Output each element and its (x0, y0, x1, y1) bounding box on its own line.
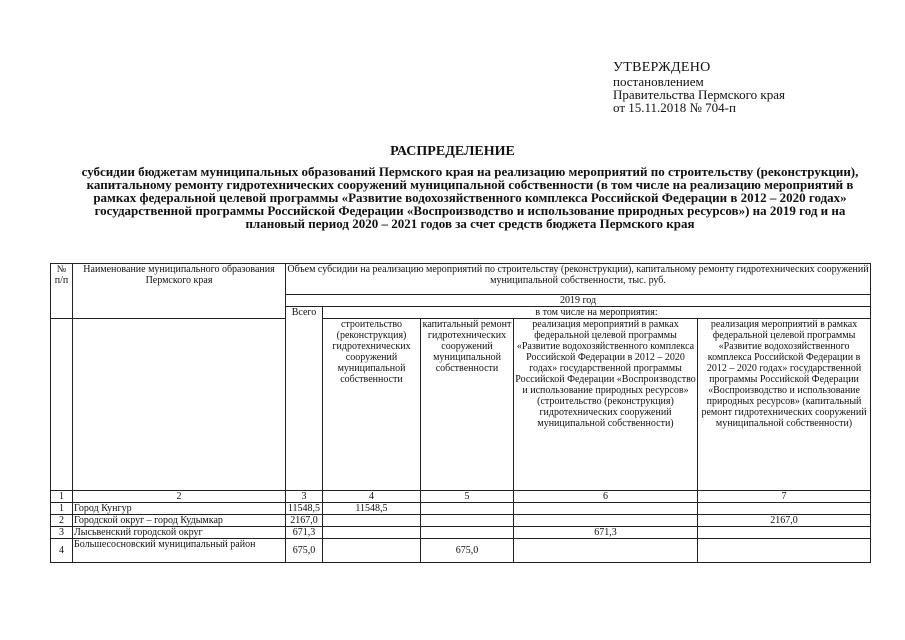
header-including: в том числе на мероприятия: (323, 307, 871, 319)
row-name: Город Кунгур (73, 503, 286, 515)
document-subtitle: субсидии бюджетам муниципальных образований Пермского края на реализацию мероприятий по строительству (реконструкции), капитальному ремонту гидротехнических сооружений муниципальной собственности (в том числе на реализацию мероприятий в рамках федеральной целевой программы «Развитие водохозяйственного комплекса Российской Федерации в 2012 – 2020 годах» государственной программы Российской Федерации «Воспроизводство и использование природных ресурсов») на 2019 год и на плановый период 2020 – 2021 годов за счет средств бюджета Пермского края (81, 164, 859, 231)
column-number: 2 (73, 491, 286, 503)
row-total: 671,3 (286, 527, 323, 539)
row-federal-construction (514, 503, 698, 515)
header-name: Наименование муниципального образования Пермского края (73, 264, 286, 319)
column-number: 1 (51, 491, 73, 503)
distribution-table (50, 263, 871, 563)
table-row (51, 515, 871, 527)
row-repair (421, 527, 514, 539)
row-total: 675,0 (286, 539, 323, 563)
row-construction (323, 539, 421, 563)
approval-heading: УТВЕРЖДЕНО (613, 60, 711, 75)
column-number: 6 (514, 491, 698, 503)
header-federal-construction: реализация мероприятий в рамках федеральной целевой программы «Развитие водохозяйственного комплекса Российской Федерации в 2012 – 2020 годах» государственной программы Российской Федерации «Воспроизводство и использование природных ресурсов» (строительство (реконструкция) гидротехнических сооружений муниципальной собственности) (514, 319, 698, 491)
row-repair (421, 503, 514, 515)
header-num: № п/п (51, 264, 73, 319)
row-construction (323, 527, 421, 539)
row-federal-construction (514, 539, 698, 563)
header-repair: капитальный ремонт гидротехнических сооружений муниципальной собственности (421, 319, 514, 491)
row-name: Городской округ – город Кудымкар (73, 515, 286, 527)
table-row (51, 539, 871, 563)
row-number: 2 (51, 515, 73, 527)
row-repair (421, 515, 514, 527)
row-total: 2167,0 (286, 515, 323, 527)
document-title: РАСПРЕДЕЛЕНИЕ (390, 144, 515, 159)
header-federal-repair: реализация мероприятий в рамках федеральной целевой программы «Развитие водохозяйственного комплекса Российской Федерации в 2012 – 2020 годах» государственной программы Российской Федерации «Воспроизводство и использование природных ресурсов» (капитальный ремонт гидротехнических сооружений муниципальной собственности) (698, 319, 871, 491)
header-volume: Объем субсидии на реализацию мероприятий по строительству (реконструкции), капитальному ремонту гидротехнических сооружений муниципальной собственности, тыс. руб. (286, 264, 871, 295)
row-construction (323, 515, 421, 527)
row-name: Большесосновский муниципальный район (73, 539, 286, 563)
header-construction: строительство (реконструкция) гидротехнических сооружений муниципальной собственности (323, 319, 421, 491)
row-federal-repair (698, 527, 871, 539)
row-number: 4 (51, 539, 73, 563)
approval-line: от 15.11.2018 № 704-п (613, 100, 736, 115)
row-total: 11548,5 (286, 503, 323, 515)
row-name: Лысьвенский городской округ (73, 527, 286, 539)
column-number: 5 (421, 491, 514, 503)
row-federal-repair (698, 503, 871, 515)
row-number: 1 (51, 503, 73, 515)
header-total: Всего (286, 307, 323, 491)
column-number: 3 (286, 491, 323, 503)
row-federal-repair: 2167,0 (698, 515, 871, 527)
row-number: 3 (51, 527, 73, 539)
row-federal-repair (698, 539, 871, 563)
row-construction: 11548,5 (323, 503, 421, 515)
column-number: 7 (698, 491, 871, 503)
table-row (51, 503, 871, 515)
table-row (51, 527, 871, 539)
row-federal-construction (514, 515, 698, 527)
approval-line: Правительства Пермского края (613, 87, 785, 102)
row-federal-construction: 671,3 (514, 527, 698, 539)
row-repair: 675,0 (421, 539, 514, 563)
column-number: 4 (323, 491, 421, 503)
approval-line: постановлением (613, 74, 704, 89)
header-year: 2019 год (286, 295, 871, 307)
approval-stamp (613, 60, 873, 114)
